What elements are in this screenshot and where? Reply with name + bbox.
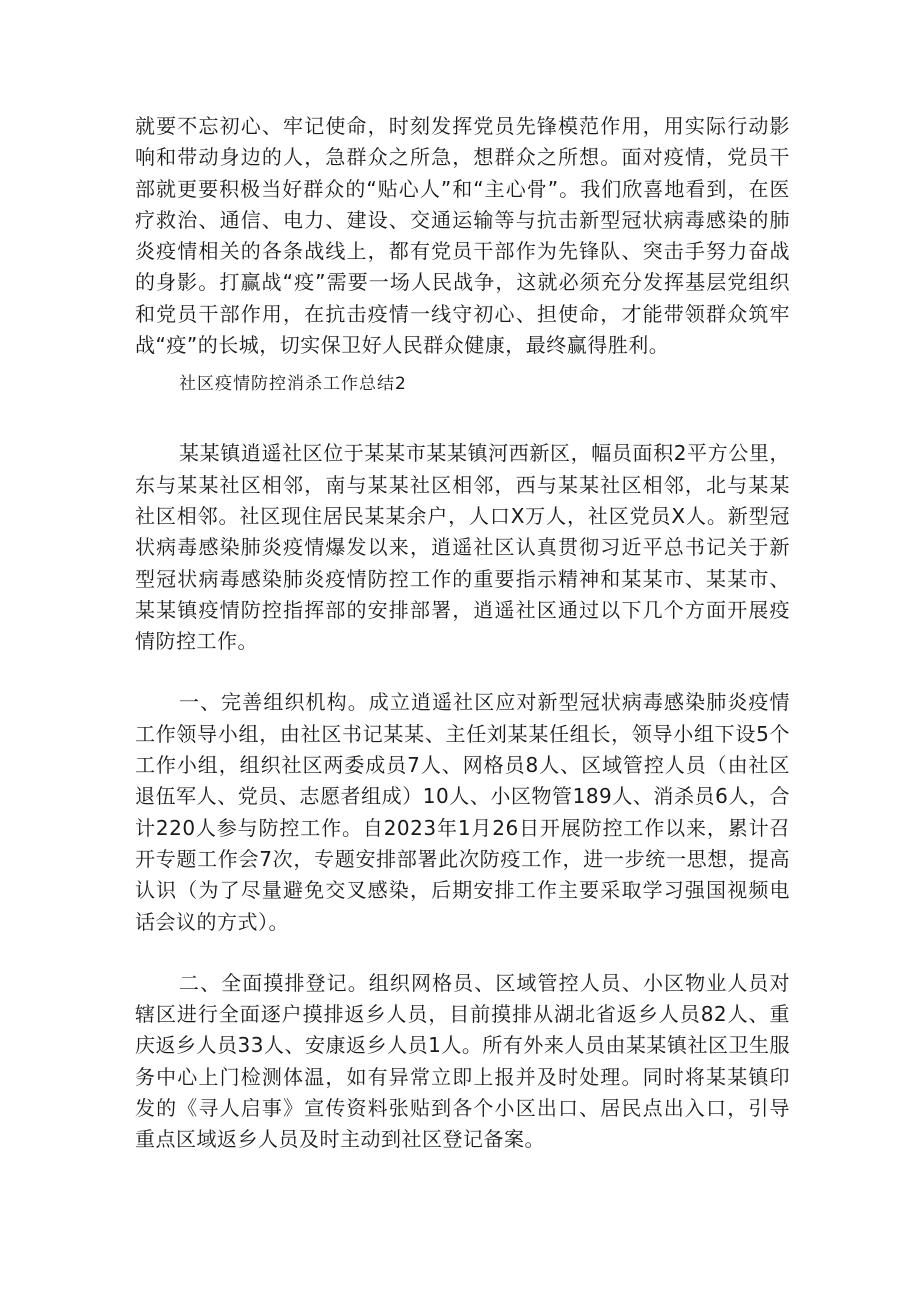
spacer — [135, 938, 790, 968]
section-heading: 社区疫情防控消杀工作总结2 — [179, 374, 407, 395]
spacer — [135, 400, 790, 438]
document-body — [135, 111, 790, 1156]
paragraph-registration: 二、全面摸排登记。组织网格员、区域管控人员、小区物业人员对辖区进行全面逐户摸排返乡人员，目前摸排从湖北省返乡人员82人、重庆返乡人员33人、安康返乡人员1人。所有外来人员由某某镇社区卫生服务中心上门检测体温，如有异常立即上报并及时处理。同时将某某镇印发的《寻人启事》宣传资料张贴到各个小区出口、居民点出入口，引导重点区域返乡人员及时主动到社区登记备案。 — [135, 970, 790, 1152]
spacer — [135, 657, 790, 687]
paragraph-continuation: 就要不忘初心、牢记使命，时刻发挥党员先锋模范作用，用实际行动影响和带动身边的人，急群众之所急，想群众之所想。面对疫情，党员干部就更要积极当好群众的“贴心人”和“主心骨”。我们欣喜地看到，在医疗救治、通信、电力、建设、交通运输等与抗击新型冠状病毒感染的肺炎疫情相关的各条战线上，都有党员干部作为先锋队、突击手努力奋战的身影。打赢战“疫”需要一场人民战争，这就必须充分发挥基层党组织和党员干部作用，在抗击疫情一线守初心、担使命，才能带领群众筑牢战“疫”的长城，切实保卫好人民群众健康，最终赢得胜利。 — [135, 114, 790, 358]
paragraph-community-overview: 某某镇逍遥社区位于某某市某某镇河西新区，幅员面积2平方公里，东与某某社区相邻，南与某某社区相邻，西与某某社区相邻，北与某某社区相邻。社区现住居民某某余户，人口X万人，社区党员X人。新型冠状病毒感染肺炎疫情爆发以来，逍遥社区认真贯彻习近平总书记关于新型冠状病毒感染肺炎疫情防控工作的重要指示精神和某某市、某某市、某某镇疫情防控指挥部的安排部署，逍遥社区通过以下几个方面开展疫情防控工作。 — [135, 441, 790, 654]
paragraph-organization: 一、完善组织机构。成立逍遥社区应对新型冠状病毒感染肺炎疫情工作领导小组，由社区书记某某、主任刘某某任组长，领导小组下设5个工作小组，组织社区两委成员7人、网格员8人、区域管控人员（由社区退伍军人、党员、志愿者组成）10人、小区物管189人、消杀员6人，合计220人参与防控工作。自2023年1月26日开展防控工作以来，累计召开专题工作会7次，专题安排部署此次防疫工作，进一步统一思想，提高认识（为了尽量避免交叉感染，后期安排工作主要采取学习强国视频电话会议的方式）。 — [135, 690, 790, 934]
